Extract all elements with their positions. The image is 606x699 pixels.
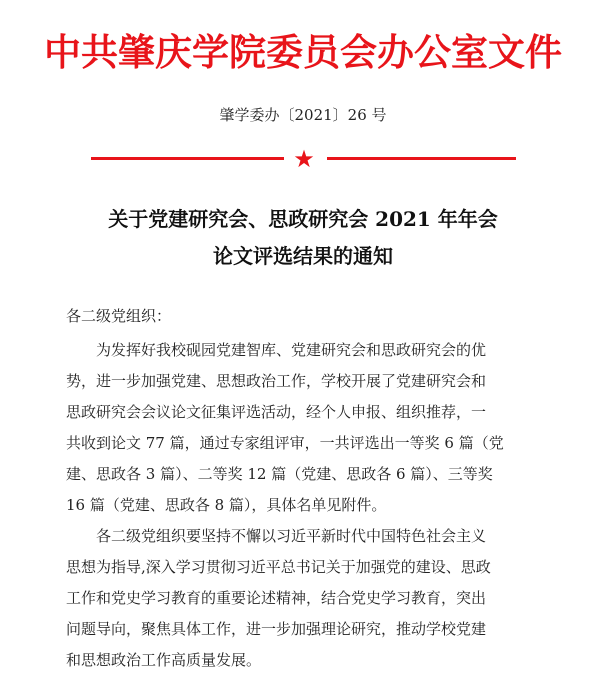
paragraph-1-line: 16 篇（党建、思政各 8 篇），具体名单见附件。 [66,496,387,514]
paragraph-1-line: 势，进一步加强党建、思想政治工作，学校开展了党建研究会和 [66,372,487,390]
paragraph-2-line: 工作和党史学习教育的重要论述精神，结合党史学习教育，突出 [66,589,487,607]
document-number: 肇学委办〔2021〕26 号 [219,106,387,124]
paragraph-1-line: 共收到论文 77 篇，通过专家组评审，一共评选出一等奖 6 篇（党 [66,434,504,452]
paragraph-2-line: 思想为指导,深入学习贯彻习近平总书记关于加强党的建设、思政 [66,558,491,576]
paragraph-2-line: 问题导向，聚焦具体工作，进一步加强理论研究，推动学校党建 [66,620,487,638]
org-header-title: 中共肇庆学院委员会办公室文件 [44,30,562,74]
document-title-line-2: 论文评选结果的通知 [213,244,393,268]
salutation: 各二级党组织： [66,307,172,325]
paragraph-1-line: 为发挥好我校砚园党建智库、党建研究会和思政研究会的优 [96,341,487,359]
star-icon: ★ [293,145,315,173]
document-title-line-1: 关于党建研究会、思政研究会 2021 年年会 [108,207,498,231]
paragraph-1-line: 建、思政各 3 篇）、二等奖 12 篇（党建、思政各 6 篇）、三等奖 [66,465,493,483]
red-divider-right [327,157,516,160]
paragraph-2-line: 和思想政治工作高质量发展。 [66,651,262,669]
red-divider-left [91,157,284,160]
paragraph-1-line: 思政研究会会议论文征集评选活动，经个人申报、组织推荐，一 [66,403,487,421]
paragraph-2-line: 各二级党组织要坚持不懈以习近平新时代中国特色社会主义 [96,527,487,545]
